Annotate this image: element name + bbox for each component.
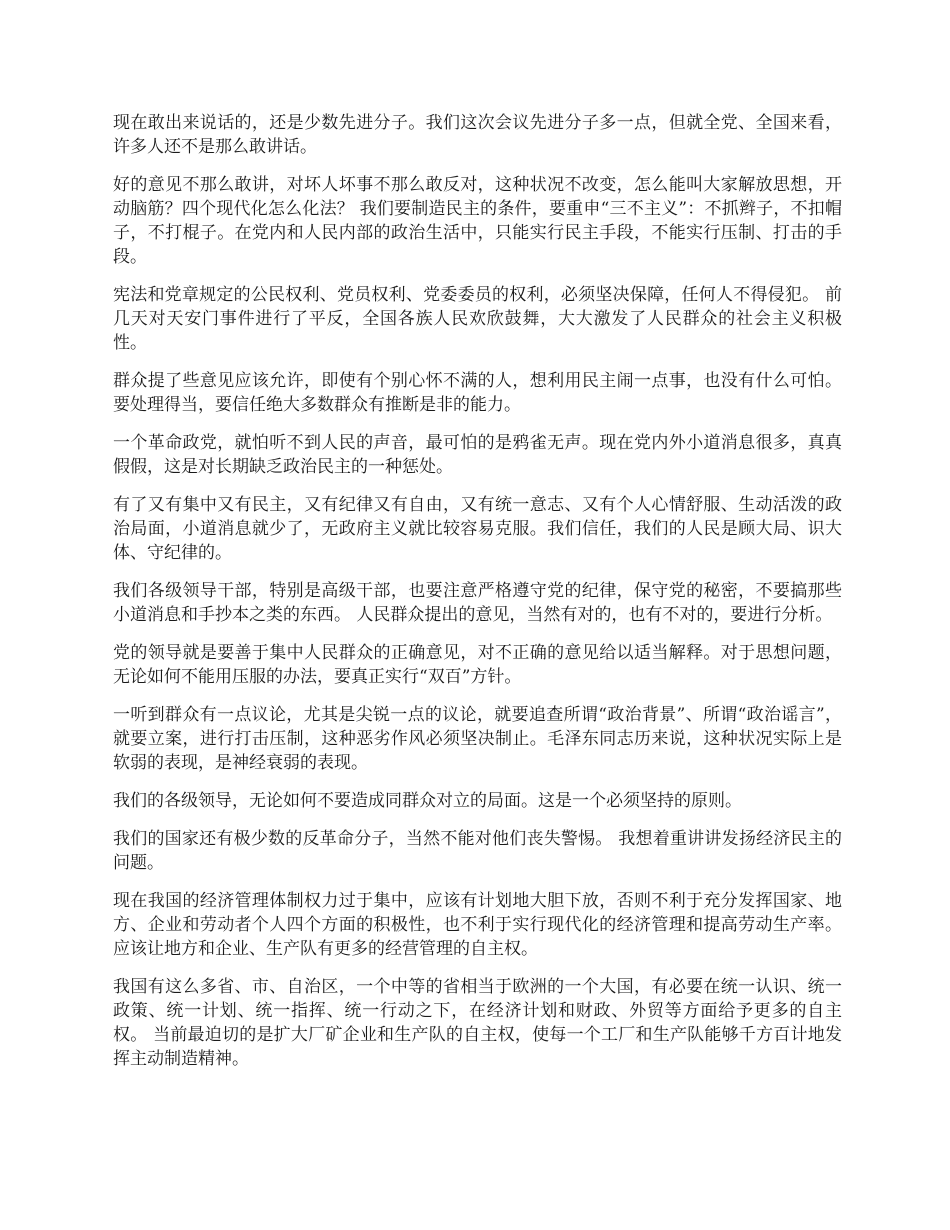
paragraph-10: 我们的各级领导，无论如何不要造成同群众对立的局面。这是一个必须坚持的原则。 [113,791,742,811]
paragraph-3: 宪法和党章规定的公民权利、党员权利、党委委员的权利，必须坚决保障，任何人不得侵犯。 前几天对天安门事件进行了平反，全国各族人民欢欣鼓舞，大大激发了人民群众的社会主义积极性。 [113,285,842,353]
paragraph-13: 我国有这么多省、市、自治区，一个中等的省相当于欧洲的一个大国，有必要在统一认识、统一政策、统一计划、统一指挥、统一行动之下，在经济计划和财政、外贸等方面给予更多的自主权。 当前最迫切的是扩大厂矿企业和生产队的自主权，使每一个工厂和生产队能够千方百计地发挥主动制造精神。 [113,977,842,1069]
paragraph-1: 现在敢出来说话的，还是少数先进分子。我们这次会议先进分子多一点，但就全党、全国来看，许多人还不是那么敢讲话。 [113,113,842,157]
paragraph-8: 党的领导就是要善于集中人民群众的正确意见，对不正确的意见给以适当解释。对于思想问题，无论如何不能用压服的办法，要真正实行“双百”方针。 [113,643,842,687]
paragraph-12: 现在我国的经济管理体制权力过于集中，应该有计划地大胆下放，否则不利于充分发挥国家、地方、企业和劳动者个人四个方面的积极性，也不利于实行现代化的经济管理和提高劳动生产率。应该让地方和企业、生产队有更多的经营管理的自主权。 [113,891,842,959]
document-body [113,111,842,1071]
paragraph-11: 我们的国家还有极少数的反革命分子，当然不能对他们丧失警惕。 我想着重讲讲发扬经济民主的问题。 [113,829,842,873]
paragraph-9: 一听到群众有一点议论，尤其是尖锐一点的议论，就要追查所谓“政治背景”、所谓“政治谣言”，就要立案，进行打击压制，这种恶劣作风必须坚决制止。毛泽东同志历来说，这种状况实际上是软弱的表现，是神经衰弱的表现。 [113,705,842,773]
paragraph-5: 一个革命政党，就怕听不到人民的声音，最可怕的是鸦雀无声。现在党内外小道消息很多，真真假假，这是对长期缺乏政治民主的一种惩处。 [113,433,842,477]
paragraph-7: 我们各级领导干部，特别是高级干部，也要注意严格遵守党的纪律，保守党的秘密，不要搞那些小道消息和手抄本之类的东西。 人民群众提出的意见，当然有对的，也有不对的，要进行分析。 [113,581,842,625]
paragraph-6: 有了又有集中又有民主，又有纪律又有自由，又有统一意志、又有个人心情舒服、生动活泼的政治局面，小道消息就少了，无政府主义就比较容易克服。我们信任，我们的人民是顾大局、识大体、守纪律的。 [113,495,842,563]
paragraph-4: 群众提了些意见应该允许，即使有个别心怀不满的人，想利用民主闹一点事，也没有什么可怕。要处理得当，要信任绝大多数群众有推断是非的能力。 [113,371,842,415]
paragraph-2: 好的意见不那么敢讲，对坏人坏事不那么敢反对，这种状况不改变，怎么能叫大家解放思想，开动脑筋？四个现代化怎么化法？ 我们要制造民主的条件，要重申“三不主义”：不抓辫子，不扣帽子，不打棍子。在党内和人民内部的政治生活中，只能实行民主手段，不能实行压制、打击的手段。 [113,175,842,267]
